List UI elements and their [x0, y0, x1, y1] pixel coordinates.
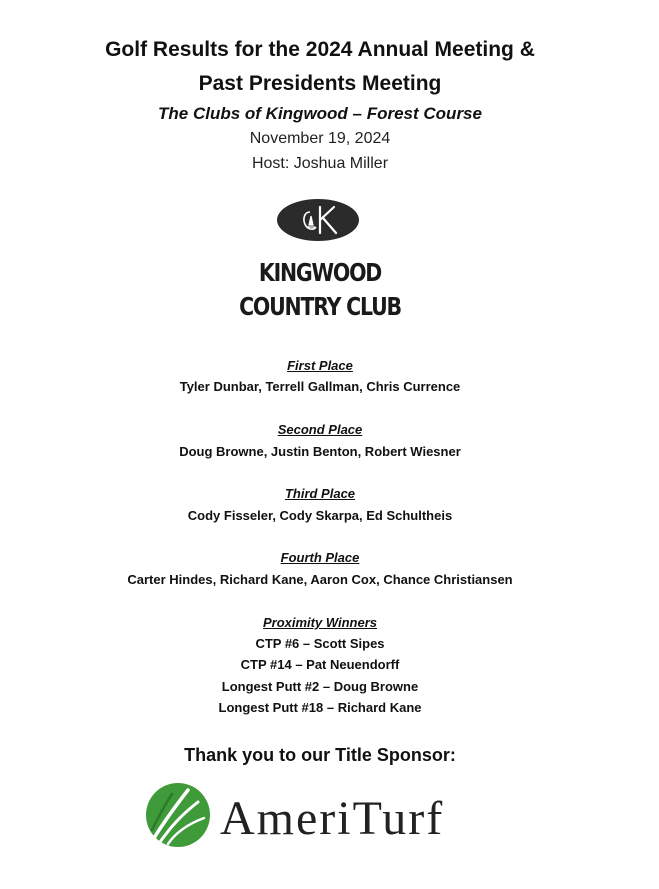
venue: The Clubs of Kingwood – Forest Course — [158, 104, 482, 123]
proximity-winner: CTP #6 – Scott Sipes — [255, 636, 385, 651]
page-title-line2: Past Presidents Meeting — [198, 72, 442, 95]
second-place-heading: Second Place — [277, 422, 363, 437]
third-place-heading: Third Place — [284, 486, 356, 501]
proximity-heading: Proximity Winners — [262, 615, 378, 630]
club-name-line2: COUNTRY CLUB — [239, 292, 401, 321]
first-place-heading: First Place — [287, 358, 353, 373]
fourth-place-team: Carter Hindes, Richard Kane, Aaron Cox, Chance Christiansen — [127, 572, 513, 587]
host: Host: Joshua Miller — [251, 155, 389, 172]
turf-grass-icon — [146, 783, 210, 847]
club-name-line1: KINGWOOD — [258, 258, 382, 287]
ameriturf-logo — [144, 782, 494, 848]
page-title-line1: Golf Results for the 2024 Annual Meeting & — [105, 38, 535, 61]
first-place-team: Tyler Dunbar, Terrell Gallman, Chris Currence — [179, 379, 461, 394]
kingwood-emblem-icon — [276, 198, 360, 242]
proximity-winner: Longest Putt #18 – Richard Kane — [218, 700, 422, 715]
fourth-place-heading: Fourth Place — [280, 550, 360, 565]
proximity-winner: Longest Putt #2 – Doug Browne — [221, 679, 419, 694]
sponsor-thanks: Thank you to our Title Sponsor: — [184, 745, 456, 765]
proximity-winner: CTP #14 – Pat Neuendorff — [240, 657, 400, 672]
sponsor-name: AmeriTurf — [220, 792, 445, 845]
second-place-team: Doug Browne, Justin Benton, Robert Wiesner — [179, 444, 461, 459]
event-date: November 19, 2024 — [249, 130, 391, 147]
third-place-team: Cody Fisseler, Cody Skarpa, Ed Schultheis — [187, 508, 453, 523]
